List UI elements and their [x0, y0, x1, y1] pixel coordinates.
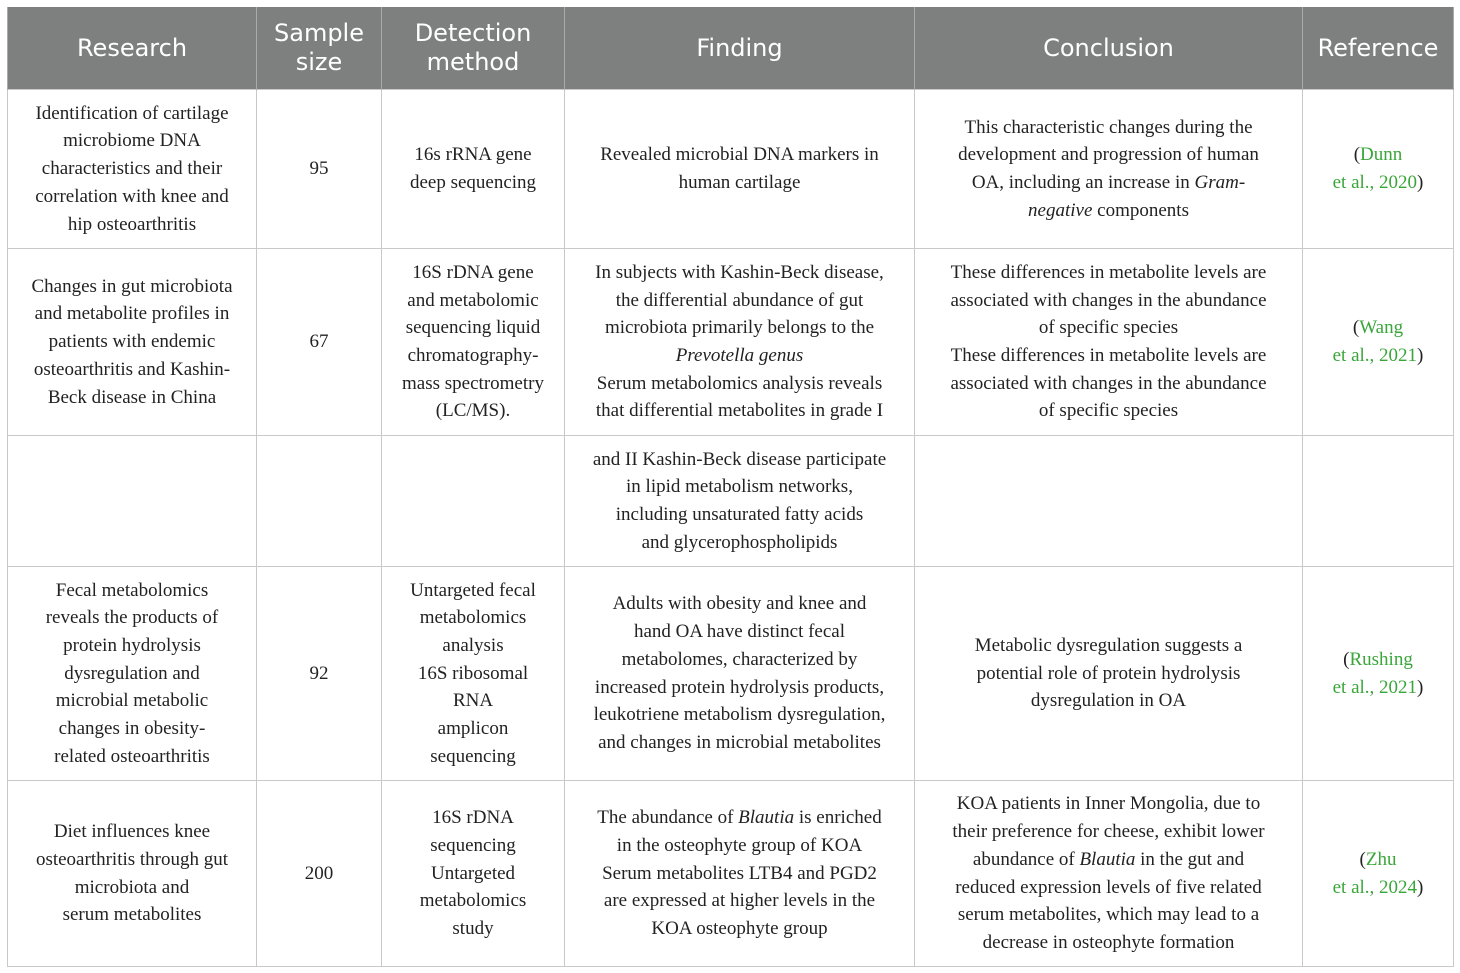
research-line: osteoarthritis and Kashin-	[33, 358, 231, 380]
finding-line: microbiota primarily belongs to the	[604, 317, 875, 339]
finding-line: In subjects with Kashin-Beck disease,	[595, 261, 884, 283]
conclusion-line: These differences in metabolite levels are	[950, 345, 1267, 366]
research-line: microbiota and	[74, 876, 190, 898]
conclusion-text: abundance of	[972, 848, 1080, 870]
finding-line: KOA osteophyte group	[651, 918, 828, 940]
conclusion-line: serum metabolites, which may lead to a	[957, 904, 1260, 926]
method-cell	[382, 249, 565, 436]
reference-cell	[1303, 567, 1454, 781]
conclusion-line: associated with changes in the abundance	[950, 289, 1267, 311]
reference-line	[1311, 141, 1445, 169]
reference-line	[1311, 874, 1445, 902]
reference-link[interactable]: Wang	[1359, 317, 1404, 339]
sample-size-value: 200	[304, 862, 334, 884]
reference-open-paren: (	[1343, 648, 1350, 670]
finding-italic-term: Blautia	[738, 807, 795, 829]
header-reference-label: Reference	[1317, 33, 1439, 62]
method-line: Untargeted	[430, 862, 516, 884]
reference-close-paren: )	[1417, 876, 1424, 898]
finding-line	[573, 804, 906, 832]
method-line: sequencing liquid	[405, 317, 541, 339]
header-research	[8, 7, 257, 90]
conclusion-line: These differences in metabolite levels are	[950, 261, 1267, 283]
research-line: osteoarthritis through gut	[35, 848, 229, 870]
conclusion-cell	[915, 436, 1303, 567]
finding-line: Serum metabolomics analysis reveals	[596, 372, 883, 394]
research-line: Fecal metabolomics	[55, 579, 209, 601]
header-research-label: Research	[76, 33, 188, 62]
reference-cell	[1303, 249, 1454, 436]
header-detection-method-line-2: method	[426, 48, 520, 76]
finding-line: that differential metabolites in grade I	[595, 400, 884, 422]
reference-link[interactable]: Zhu	[1365, 848, 1397, 870]
finding-line: and glycerophospholipids	[641, 531, 838, 553]
header-detection-method-line-1: Detection	[414, 19, 532, 47]
reference-link[interactable]: et al., 2021	[1332, 676, 1418, 698]
method-cell	[382, 781, 565, 967]
method-cell	[382, 567, 565, 781]
method-cell	[382, 90, 565, 249]
conclusion-cell	[915, 249, 1303, 436]
conclusion-text: components	[1092, 199, 1189, 221]
research-cell	[8, 781, 257, 967]
reference-close-paren: )	[1417, 345, 1424, 366]
finding-line: hand OA have distinct fecal	[633, 621, 846, 643]
conclusion-line: potential role of protein hydrolysis	[976, 662, 1241, 684]
research-line: changes in obesity-	[58, 718, 206, 740]
conclusion-text: OA, including an increase in	[971, 172, 1195, 193]
finding-cell	[565, 90, 915, 249]
header-sample-size-line-1: Sample	[274, 19, 364, 47]
reference-cell	[1303, 436, 1454, 567]
header-detection-method	[382, 7, 565, 90]
table-row	[8, 90, 1454, 249]
reference-link[interactable]: Dunn	[1360, 144, 1403, 166]
header-reference	[1303, 7, 1454, 90]
method-line: 16s rRNA gene	[414, 144, 532, 166]
conclusion-line: their preference for cheese, exhibit lower	[952, 821, 1265, 843]
research-line: correlation with knee and	[35, 185, 229, 207]
header-sample-size	[257, 7, 382, 90]
conclusion-line: KOA patients in Inner Mongolia, due to	[956, 793, 1261, 815]
finding-cell	[565, 781, 915, 967]
conclusion-cell	[915, 781, 1303, 967]
conclusion-cell	[915, 567, 1303, 781]
method-line: analysis	[442, 634, 504, 656]
reference-link[interactable]: et al., 2024	[1332, 876, 1418, 898]
method-line: RNA	[452, 690, 494, 712]
finding-text: is enriched	[794, 807, 882, 829]
reference-link[interactable]: et al., 2021	[1332, 345, 1418, 366]
reference-line	[1311, 169, 1445, 197]
table-row	[8, 781, 1454, 967]
research-line: Identification of cartilage	[35, 102, 229, 124]
method-line: 16S rDNA	[432, 807, 514, 829]
research-cell	[8, 436, 257, 567]
reference-line	[1311, 846, 1445, 874]
finding-line: and II Kashin-Beck disease participate	[592, 448, 887, 470]
conclusion-line: associated with changes in the abundance	[950, 372, 1267, 394]
finding-line: human cartilage	[678, 172, 801, 193]
finding-line: in the osteophyte group of KOA	[616, 834, 863, 856]
finding-line: increased protein hydrolysis products,	[594, 676, 885, 698]
conclusion-italic-term: Gram-	[1194, 172, 1246, 193]
research-line: Beck disease in China	[47, 386, 217, 408]
sample-size-cell	[257, 567, 382, 781]
research-line: Changes in gut microbiota	[31, 275, 233, 297]
conclusion-line: development and progression of human	[958, 144, 1259, 166]
conclusion-line	[923, 846, 1294, 874]
research-line: and metabolite profiles in	[34, 303, 230, 325]
method-line: 16S ribosomal	[417, 662, 529, 684]
table-row	[8, 567, 1454, 781]
reference-line	[1311, 314, 1445, 342]
header-finding	[565, 7, 915, 90]
conclusion-italic-term: negative	[1028, 199, 1093, 221]
method-line: amplicon	[437, 718, 509, 740]
reference-link[interactable]: et al., 2020	[1332, 172, 1418, 193]
sample-size-cell	[257, 90, 382, 249]
conclusion-line: decrease in osteophyte formation	[982, 931, 1235, 953]
reference-cell	[1303, 781, 1454, 967]
research-line: protein hydrolysis	[63, 634, 201, 656]
sample-size-cell	[257, 249, 382, 436]
reference-open-paren: (	[1352, 317, 1360, 339]
finding-line: metabolomes, characterized by	[621, 648, 858, 670]
method-line: Untargeted fecal	[410, 579, 536, 601]
finding-text: The abundance of	[597, 807, 739, 829]
finding-line: the differential abundance of gut	[615, 289, 864, 311]
finding-line: including unsaturated fatty acids	[615, 504, 864, 525]
sample-size-value: 67	[309, 331, 329, 353]
header-conclusion	[915, 7, 1303, 90]
table-row	[8, 249, 1454, 436]
method-line: mass spectrometry	[402, 372, 544, 394]
conclusion-line	[923, 197, 1294, 225]
research-line: characteristics and their	[41, 158, 223, 180]
method-cell	[382, 436, 565, 567]
reference-link[interactable]: Rushing	[1349, 648, 1413, 670]
research-cell	[8, 90, 257, 249]
reference-line	[1311, 674, 1445, 702]
method-line: (LC/MS).	[435, 400, 511, 422]
conclusion-cell	[915, 90, 1303, 249]
method-line: deep sequencing	[409, 172, 537, 193]
research-line: Diet influences knee	[53, 821, 211, 843]
method-line: 16S rDNA gene	[412, 261, 534, 283]
research-line: microbiome DNA	[63, 130, 201, 152]
reference-line	[1311, 646, 1445, 674]
method-line: sequencing	[430, 745, 516, 767]
conclusion-line: of specific species	[1038, 400, 1179, 422]
reference-line	[1311, 342, 1445, 370]
conclusion-line	[923, 169, 1294, 197]
table-header-row	[8, 7, 1454, 90]
finding-line: are expressed at higher levels in the	[603, 890, 876, 912]
research-line: hip osteoarthritis	[67, 213, 197, 235]
method-line: chromatography-	[407, 345, 539, 366]
method-line: study	[452, 918, 494, 940]
finding-line: Revealed microbial DNA markers in	[600, 144, 879, 166]
research-line: related osteoarthritis	[54, 745, 210, 767]
conclusion-line: Metabolic dysregulation suggests a	[974, 634, 1243, 656]
conclusion-line: of specific species	[1038, 317, 1179, 339]
sample-size-value: 95	[309, 158, 329, 180]
research-line: dysregulation and	[64, 662, 200, 684]
conclusion-line: reduced expression levels of five related	[955, 876, 1262, 898]
finding-cell	[565, 249, 915, 436]
header-conclusion-label: Conclusion	[1043, 33, 1174, 62]
research-cell	[8, 567, 257, 781]
finding-line: in lipid metabolism networks,	[626, 476, 853, 498]
method-line: metabolomics	[419, 607, 527, 629]
research-line: serum metabolites	[62, 904, 202, 926]
conclusion-text: in the gut and	[1135, 848, 1245, 870]
method-line: sequencing	[430, 834, 516, 856]
table-row	[8, 436, 1454, 567]
finding-cell	[565, 436, 915, 567]
finding-cell	[565, 567, 915, 781]
reference-open-paren: (	[1359, 848, 1366, 870]
research-cell	[8, 249, 257, 436]
conclusion-line: This characteristic changes during the	[964, 116, 1253, 138]
sample-size-cell	[257, 781, 382, 967]
reference-close-paren: )	[1417, 676, 1424, 698]
finding-line: Serum metabolites LTB4 and PGD2	[602, 862, 877, 884]
research-line: patients with endemic	[48, 331, 216, 353]
research-line: reveals the products of	[45, 607, 219, 629]
reference-close-paren: )	[1417, 172, 1424, 193]
reference-cell	[1303, 90, 1454, 249]
method-line: and metabolomic	[407, 289, 539, 311]
finding-italic-line: Prevotella genus	[675, 345, 804, 366]
conclusion-italic-term: Blautia	[1079, 848, 1136, 870]
sample-size-value: 92	[309, 662, 329, 684]
method-line: metabolomics	[419, 890, 527, 912]
research-line: microbial metabolic	[55, 690, 209, 712]
reference-open-paren: (	[1353, 144, 1361, 166]
sample-size-cell	[257, 436, 382, 567]
research-table	[7, 7, 1454, 967]
header-sample-size-line-2: size	[295, 48, 343, 76]
finding-line: Adults with obesity and knee and	[612, 593, 867, 615]
header-finding-label: Finding	[696, 33, 783, 62]
conclusion-line: dysregulation in OA	[1030, 690, 1187, 712]
finding-line: leukotriene metabolism dysregulation,	[593, 704, 886, 726]
finding-line: and changes in microbial metabolites	[598, 731, 881, 753]
